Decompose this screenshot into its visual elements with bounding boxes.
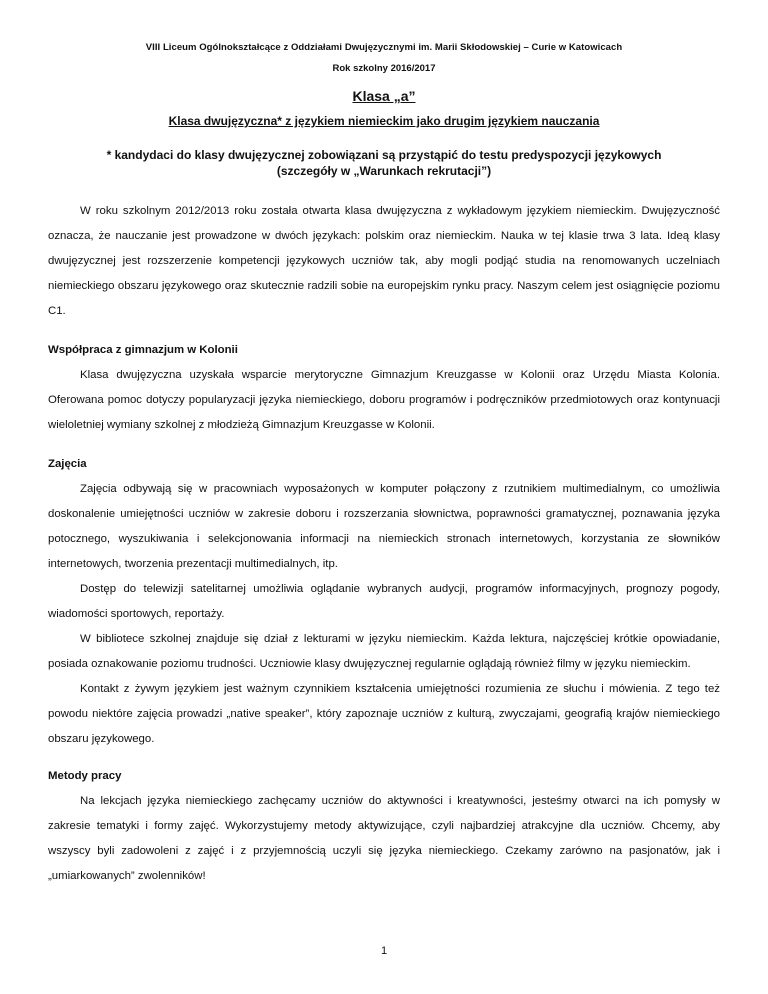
- classes-paragraph-3: W bibliotece szkolnej znajduje się dział z lekturami w języku niemieckim. Każda lektura, najczęściej krótkie opowiadanie, posiada oznakowanie poziomu trudności. Uczniowie klasy dwujęzycznej regularnie oglądają również filmy w języku niemieckim.: [48, 633, 720, 670]
- page-number: 1: [380, 945, 388, 957]
- school-year: Rok szkolny 2016/2017: [332, 63, 436, 74]
- section-heading-methods: Metody pracy: [48, 770, 122, 782]
- section-heading-classes: Zajęcia: [48, 458, 87, 470]
- methods-paragraph: Na lekcjach języka niemieckiego zachęcamy uczniów do aktywności i kreatywności, jesteśmy otwarci na ich pomysły w zakresie tematyki i formy zajęć. Wykorzystujemy metody aktywizujące, czyli najbardziej atrakcyjne dla uczniów. Chcemy, aby wszyscy byli zadowoleni z zajęć i z przyjemnością uczyli się języka niemieckiego. Czekamy zarówno na pasjonatów, jak i „umiarkowanych” zwolenników!: [48, 795, 720, 882]
- notice-line-1: * kandydaci do klasy dwujęzycznej zobowiązani są przystąpić do testu predyspozycji językowych: [106, 148, 662, 162]
- cooperation-paragraph: Klasa dwujęzyczna uzyskała wsparcie merytoryczne Gimnazjum Kreuzgasse w Kolonii oraz Urzędu Miasta Kolonia. Oferowana pomoc dotyczy popularyzacji języka niemieckiego, doboru programów i podręczników przedmiotowych oraz kontynuacji wieloletniej wymiany szkolnej z młodzieżą Gimnazjum Kreuzgasse w Kolonii.: [48, 369, 720, 431]
- classes-paragraph-1: Zajęcia odbywają się w pracowniach wyposażonych w komputer połączony z rzutnikiem multimedialnym, co umożliwia doskonalenie umiejętności uczniów w zakresie doboru i rozszerzania słownictwa, poprawności gramatycznej, poznawania języka potocznego, wyszukiwania i selekcjonowania informacji na niemieckich stronach internetowych, korzystania ze słowników internetowych, tworzenia prezentacji multimedialnych, itp.: [48, 483, 720, 570]
- page-subtitle: Klasa dwujęzyczna* z językiem niemieckim jako drugim językiem nauczania: [168, 114, 600, 128]
- page-title: Klasa „a”: [352, 88, 416, 104]
- intro-paragraph: W roku szkolnym 2012/2013 roku została otwarta klasa dwujęzyczna z wykładowym językiem niemieckim. Dwujęzyczność oznacza, że nauczanie jest prowadzone w dwóch językach: polskim oraz niemieckim. Nauka w tej klasie trwa 3 lata. Ideą klasy dwujęzycznej jest rozszerzenie kompetencji językowych uczniów tak, aby mogli podjąć studia na renomowanych uczelniach niemieckiego obszaru językowego oraz skutecznie radzili sobie na europejskim rynku pracy. Naszym celem jest osiągnięcie poziomu C1.: [48, 205, 720, 317]
- classes-paragraph-2: Dostęp do telewizji satelitarnej umożliwia oglądanie wybranych audycji, programów informacyjnych, prognozy pogody, wiadomości sportowych, reportaży.: [48, 583, 720, 620]
- admission-notice: [48, 147, 720, 179]
- notice-line-2: (szczegóły w „Warunkach rekrutacji”): [276, 164, 492, 178]
- school-name-header: VIII Liceum Ogólnokształcące z Oddziałami Dwujęzycznymi im. Marii Skłodowskiej – Curie w Katowicach: [145, 42, 623, 53]
- section-heading-cooperation: Współpraca z gimnazjum w Kolonii: [48, 344, 238, 356]
- classes-paragraph-4: Kontakt z żywym językiem jest ważnym czynnikiem kształcenia umiejętności rozumienia ze słuchu i mówienia. Z tego też powodu niektóre zajęcia prowadzi „native speaker”, który zapoznaje uczniów z kulturą, zwyczajami, geografią krajów niemieckiego obszaru językowego.: [48, 683, 720, 745]
